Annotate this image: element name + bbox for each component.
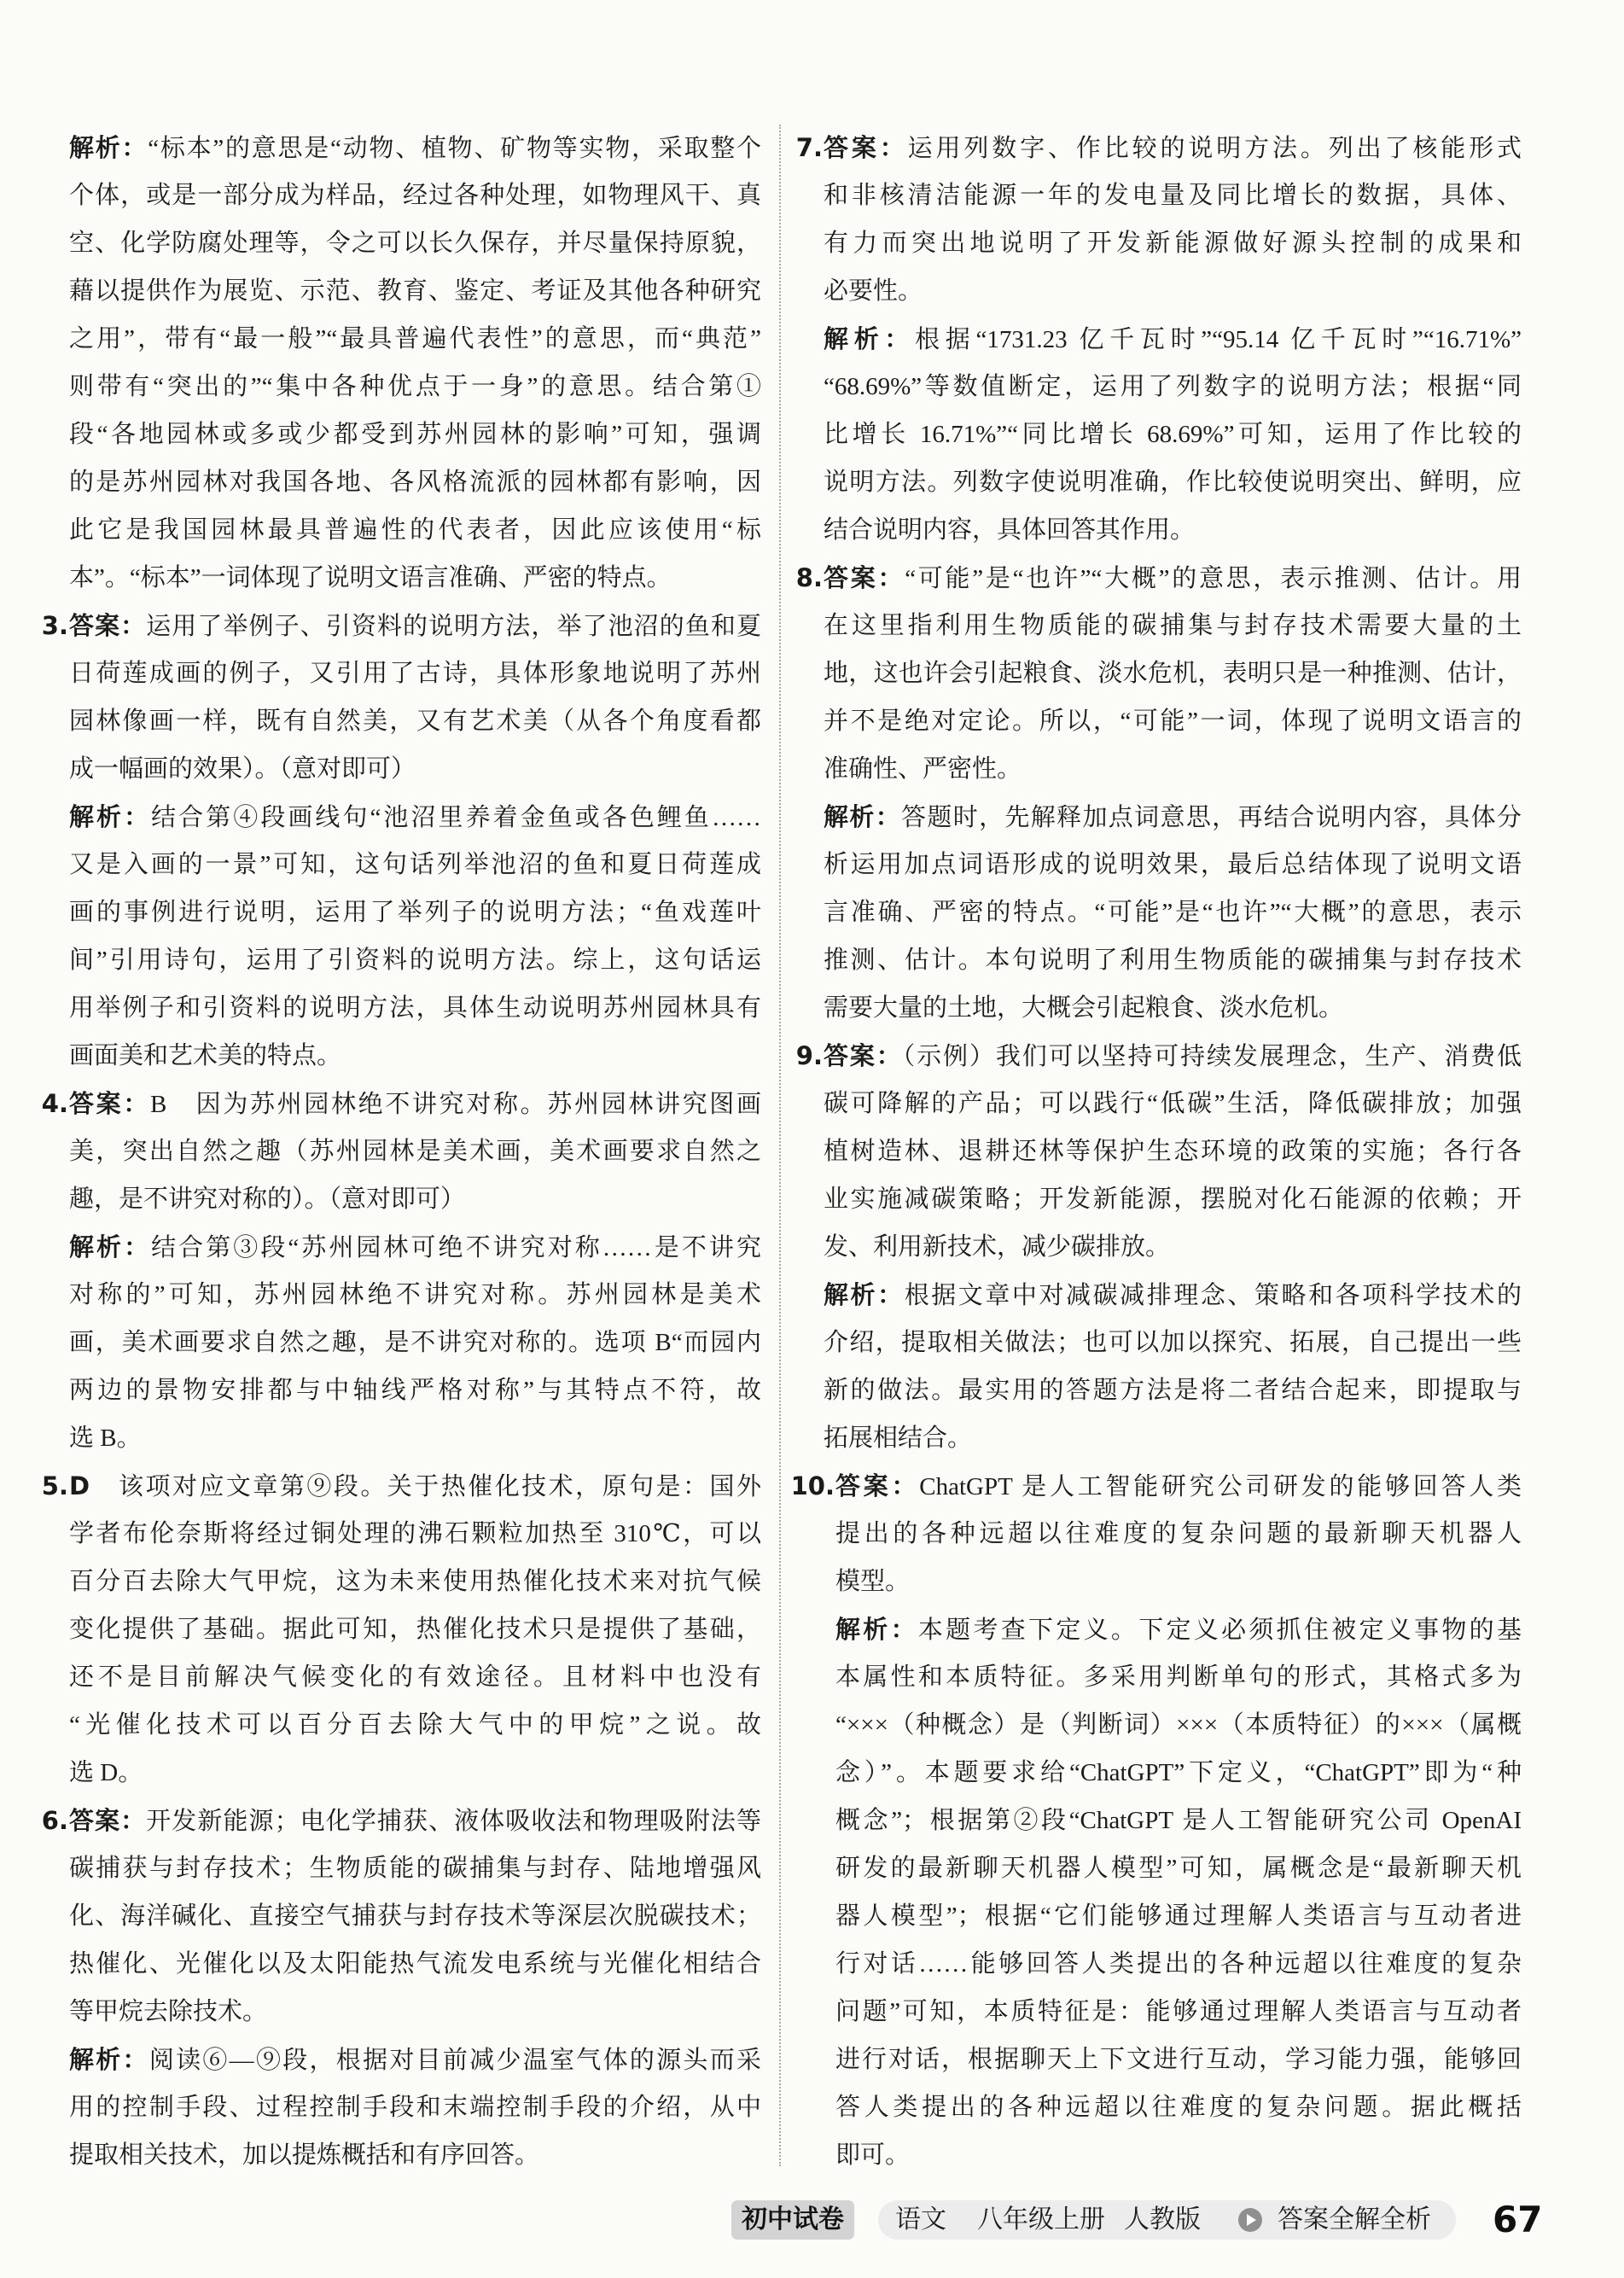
line-text: 结合说明内容，具体回答其作用。 <box>824 516 1196 544</box>
analysis-block <box>835 1605 1522 2179</box>
text-line <box>69 1414 761 1462</box>
line-text: 碳捕获与封存技术；生物质能的碳捕集与封存、陆地增强风 <box>69 1855 761 1882</box>
line-text: 地，这也许会引起粮食、淡水危机，表明只是一种推测、估计， <box>824 660 1522 687</box>
left-column <box>41 124 761 2179</box>
text-line <box>835 1605 1522 1653</box>
analysis-label: 解析： <box>69 2045 149 2074</box>
line-text: 此它是我国园林最具普遍性的代表者，因此应该使用“标 <box>69 516 761 544</box>
text-line <box>824 411 1522 458</box>
line-text: 必要性。 <box>824 277 923 305</box>
text-line <box>824 888 1522 936</box>
line-text: 介绍，提取相关做法；也可以加以探究、拓展，自己提出一些 <box>824 1329 1522 1356</box>
text-line <box>69 1940 761 1988</box>
text-line <box>69 650 761 697</box>
text-line <box>824 1319 1522 1366</box>
answer-item <box>795 554 1522 793</box>
text-line <box>69 219 761 267</box>
item-number: 8. <box>795 563 823 592</box>
line-text: 本题考查下定义。下定义必须抓住被定义事物的基 <box>917 1617 1522 1644</box>
line-text: 的是苏州园林对我国各地、各风格流派的园林都有影响，因 <box>69 469 761 496</box>
text-line <box>835 1701 1522 1749</box>
line-text: 器人模型”；根据“它们能够通过理解人类语言与互动者进 <box>835 1902 1522 1930</box>
text-line <box>824 650 1522 697</box>
line-text: 学者布伦奈斯将经过铜处理的沸石颗粒加热至 310℃，可以 <box>69 1520 761 1547</box>
text-line <box>69 1271 761 1319</box>
line-text: 选 B。 <box>69 1424 142 1452</box>
line-text: 答人类提出的各种远超以往难度的复杂问题。据此概括 <box>835 2094 1522 2121</box>
line-text: 运用列数字、作比较的说明方法。列出了核能形式 <box>907 135 1522 162</box>
line-text: 结合第③段“苏州园林可绝不讲究对称……是不讲究 <box>151 1234 761 1261</box>
text-line <box>69 363 761 411</box>
text-line <box>69 1510 761 1558</box>
text-line <box>69 1127 761 1175</box>
analysis-label: 解析： <box>69 1232 152 1261</box>
line-text: 日荷莲成画的例子，又引用了古诗，具体形象地说明了苏州 <box>69 660 761 687</box>
grade-label: 八年级上册 <box>977 2205 1105 2234</box>
text-line <box>69 554 761 602</box>
play-circle-icon <box>1237 2207 1263 2233</box>
line-text: 言准确、严密的特点。“可能”是“也许”“大概”的意思，表示 <box>824 899 1522 926</box>
line-text: 美，突出自然之趣（苏州园林是美术画，美术画要求自然之 <box>69 1138 761 1165</box>
line-text: 对称的”可知，苏州园林绝不讲究对称。苏州园林是美术 <box>69 1281 761 1308</box>
text-line <box>69 793 761 841</box>
line-text: 业实施减碳策略；开发新能源，摆脱对化石能源的依赖；开 <box>824 1186 1522 1213</box>
line-text: “可能”是“也许”“大概”的意思，表示推测、估计。用 <box>905 565 1522 592</box>
text-line <box>824 602 1522 650</box>
line-text: 并不是绝对定论。所以，“可能”一词，体现了说明文语言的 <box>824 708 1522 735</box>
text-line <box>69 267 761 315</box>
text-line <box>835 1844 1522 1892</box>
line-text: 画面美和艺术美的特点。 <box>69 1042 342 1069</box>
line-text: 和非核清洁能源一年的发电量及同比增长的数据，具体、 <box>824 182 1522 209</box>
line-text: 提取相关技术，加以提炼概括和有序回答。 <box>69 2141 540 2169</box>
text-line <box>69 1366 761 1414</box>
answer-label: 答案： <box>824 133 908 162</box>
line-text: 问题”可知，本质特征是：能够通过理解人类语言与互动者 <box>835 1998 1522 2025</box>
line-text: 间”引用诗句，运用了引资料的说明方法。综上，这句话运 <box>69 947 761 974</box>
item-number: 10. <box>790 1471 835 1500</box>
section-label: 答案全解全析 <box>1278 2205 1431 2234</box>
text-line <box>824 172 1522 219</box>
line-text: 百分百去除大气甲烷，这为未来使用热催化技术来对抗气候 <box>69 1568 761 1595</box>
text-line <box>824 984 1522 1032</box>
line-text: 趣，是不讲究对称的）。（意对即可） <box>69 1186 466 1213</box>
answer-label: 答案： <box>824 1041 903 1070</box>
text-line <box>69 172 761 219</box>
text-line <box>835 1653 1522 1701</box>
item-number: 7. <box>795 133 823 162</box>
text-line <box>835 1749 1522 1797</box>
text-line <box>69 2036 761 2083</box>
text-line <box>69 1701 761 1749</box>
text-line <box>69 936 761 984</box>
answer-label: 答案： <box>824 563 905 592</box>
text-line <box>69 888 761 936</box>
text-line <box>824 1175 1522 1223</box>
line-text: 根据文章中对减碳减排理念、策略和各项科学技术的 <box>904 1282 1522 1309</box>
brand-logo: 初中试卷 <box>731 2200 854 2240</box>
analysis-block <box>69 793 761 1080</box>
text-line <box>69 124 761 172</box>
line-text: 在这里指利用生物质能的碳捕集与封存技术需要大量的土 <box>824 612 1522 639</box>
text-line <box>69 1558 761 1605</box>
line-text: 运用了举例子、引资料的说明方法，举了池沼的鱼和夏 <box>146 613 761 640</box>
text-line <box>824 1080 1522 1127</box>
text-line <box>835 1558 1522 1605</box>
line-text: “光催化技术可以百分百去除大气中的甲烷”之说。故 <box>69 1711 761 1739</box>
text-line <box>835 2036 1522 2083</box>
text-line <box>69 458 761 506</box>
line-text: 新的做法。最实用的答题方法是将二者结合起来，即提取与 <box>824 1377 1522 1404</box>
line-text: 发、利用新技术，减少碳排放。 <box>824 1233 1171 1261</box>
text-line <box>69 315 761 363</box>
analysis-label: 解析： <box>824 802 902 831</box>
line-text: 研发的最新聊天机器人模型”可知，属概念是“最新聊天机 <box>835 1855 1522 1882</box>
text-line <box>69 1175 761 1223</box>
text-line <box>835 1940 1522 1988</box>
text-line <box>69 411 761 458</box>
line-text: 选 D。 <box>69 1759 143 1786</box>
line-text: 等甲烷去除技术。 <box>69 1998 268 2025</box>
analysis-label: 解析： <box>824 1280 905 1309</box>
answer-label: 答案： <box>835 1471 920 1500</box>
line-text: 碳可降解的产品；可以践行“低碳”生活，降低碳排放；加强 <box>824 1090 1522 1117</box>
analysis-label: 解析： <box>69 133 148 162</box>
line-text: 需要大量的土地，大概会引起粮食、淡水危机。 <box>824 994 1344 1022</box>
line-text: 又是入画的一景”可知，这句话列举池沼的鱼和夏日荷莲成 <box>69 851 761 878</box>
line-text: 则带有“突出的”“集中各种优点于一身”的意思。结合第① <box>69 373 761 400</box>
line-text: （示例）我们可以坚持可持续发展理念，生产、消费低 <box>902 1043 1522 1070</box>
column-divider <box>779 125 781 2166</box>
text-line <box>824 267 1522 315</box>
line-text: 即可。 <box>835 2141 911 2169</box>
line-text: 准确性、严密性。 <box>824 755 1022 783</box>
line-text: 推测、估计。本句说明了利用生物质能的碳捕集与封存技术 <box>824 947 1522 974</box>
text-line <box>824 506 1522 554</box>
text-line <box>835 1892 1522 1940</box>
line-text: ChatGPT 是人工智能研究公司研发的能够回答人类 <box>919 1473 1522 1500</box>
line-text: 段“各地园林或多或少都受到苏州园林的影响”可知，强调 <box>69 421 761 448</box>
line-text: 念）”。本题要求给“ChatGPT”下定义，“ChatGPT”即为“种 <box>835 1759 1522 1786</box>
line-text: 有力而突出地说明了开发新能源做好源头控制的成果和 <box>824 230 1522 257</box>
text-line <box>69 1988 761 2036</box>
right-column <box>790 124 1522 2179</box>
line-text: 析运用加点词语形成的说明效果，最后总结体现了说明文语 <box>824 851 1522 878</box>
text-line <box>824 124 1522 172</box>
text-line <box>69 2083 761 2131</box>
text-line <box>835 2131 1522 2179</box>
line-text: 个体，或是一部分成为样品，经过各种处理，如物理风干、真 <box>69 182 761 209</box>
analysis-block <box>69 2036 761 2179</box>
line-text: 还不是目前解决气候变化的有效途径。且材料中也没有 <box>69 1663 761 1691</box>
line-text: 提出的各种远超以往难度的复杂问题的最新聊天机器人 <box>835 1520 1522 1547</box>
line-text: 植树造林、退耕还林等保护生态环境的政策的实施；各行各 <box>824 1138 1522 1165</box>
text-line <box>69 1605 761 1653</box>
answer-item <box>795 124 1522 315</box>
text-line <box>824 315 1522 363</box>
text-line <box>69 2131 761 2179</box>
text-line <box>824 1366 1522 1414</box>
line-text: “×××（种概念）是（判断词）×××（本质特征）的×××（属概 <box>835 1711 1522 1739</box>
text-line <box>69 745 761 793</box>
analysis-label: 解析： <box>824 324 916 353</box>
text-line <box>824 1414 1522 1462</box>
text-line <box>69 602 761 650</box>
analysis-block <box>69 1223 761 1462</box>
line-text: 阅读⑥—⑨段，根据对目前减少温室气体的源头而采 <box>148 2047 761 2074</box>
text-line <box>824 1127 1522 1175</box>
line-text: 变化提供了基础。据此可知，热催化技术只是提供了基础， <box>69 1616 761 1643</box>
answer-item <box>41 602 761 793</box>
text-line <box>824 1223 1522 1271</box>
text-line <box>69 1749 761 1797</box>
text-line <box>69 984 761 1032</box>
text-line <box>835 2083 1522 2131</box>
line-text: 模型。 <box>835 1568 911 1595</box>
text-line <box>824 458 1522 506</box>
answer-item <box>41 1080 761 1223</box>
item-number: 6. <box>41 1806 68 1835</box>
line-text: 画的事例进行说明，运用了举列子的说明方法；“鱼戏莲叶 <box>69 899 761 926</box>
analysis-block <box>69 124 761 602</box>
answer-item <box>795 1032 1522 1271</box>
analysis-block <box>824 315 1522 554</box>
text-line <box>69 697 761 745</box>
line-text: 比增长 16.71%”“同比增长 68.69%”可知，运用了作比较的 <box>824 421 1522 448</box>
answer-label: D <box>69 1471 90 1500</box>
edition-label: 人教版 <box>1124 2205 1201 2234</box>
analysis-label: 解析： <box>69 802 152 831</box>
item-number: 4. <box>41 1089 68 1118</box>
line-text: 热催化、光催化以及太阳能热气流发电系统与光催化相结合 <box>69 1950 761 1978</box>
line-text: 拓展相结合。 <box>824 1424 973 1452</box>
text-line <box>835 1797 1522 1844</box>
page-number: 67 <box>1493 2199 1543 2240</box>
text-line <box>69 1892 761 1940</box>
text-line <box>69 1844 761 1892</box>
text-line <box>69 1032 761 1080</box>
answer-item <box>41 1797 761 2036</box>
line-text: 进行对话，根据聊天上下文进行互动，学习能力强，能够回 <box>835 2046 1522 2073</box>
line-text: 本”。“标本”一词体现了说明文语言准确、严密的特点。 <box>69 564 672 591</box>
text-line <box>824 793 1522 841</box>
text-line <box>824 1271 1522 1319</box>
text-line <box>69 1223 761 1271</box>
text-line <box>69 1080 761 1127</box>
answer-item <box>790 1462 1522 1605</box>
line-text: 根据“1731.23 亿千瓦时”“95.14 亿千瓦时”“16.71%” <box>915 326 1522 353</box>
subject-label: 语文 <box>895 2205 946 2234</box>
line-text: 行对话……能够回答人类提出的各种远超以往难度的复杂 <box>835 1950 1522 1978</box>
answer-label: 答案： <box>69 611 147 640</box>
answer-item <box>41 1462 761 1797</box>
line-text: 用举例子和引资料的说明方法，具体生动说明苏州园林具有 <box>69 994 761 1022</box>
text-line <box>824 745 1522 793</box>
line-text: 该项对应文章第⑨段。关于热催化技术，原句是：国外 <box>90 1473 761 1500</box>
answer-label: 答案： <box>69 1806 147 1835</box>
item-number: 5. <box>41 1471 68 1500</box>
analysis-block <box>824 793 1522 1032</box>
line-text: “68.69%”等数值断定，运用了列数字的说明方法；根据“同 <box>824 373 1522 400</box>
text-line <box>824 697 1522 745</box>
text-line <box>69 1797 761 1844</box>
line-text: 说明方法。列数字使说明准确，作比较使说明突出、鲜明，应 <box>824 469 1522 496</box>
text-line <box>824 1032 1522 1080</box>
analysis-label: 解析： <box>835 1615 918 1644</box>
item-number: 3. <box>41 611 68 640</box>
text-line <box>69 506 761 554</box>
answer-label: 答案： <box>69 1089 150 1118</box>
line-text: 成一幅画的效果）。（意对即可） <box>69 755 416 783</box>
footer-band <box>878 2200 1456 2240</box>
line-text: 开发新能源；电化学捕获、液体吸收法和物理吸附法等 <box>146 1808 761 1835</box>
line-text: B 因为苏州园林绝不讲究对称。苏州园林讲究图画 <box>150 1091 761 1118</box>
text-line <box>824 219 1522 267</box>
line-text: 之用”，带有“最一般”“最具普遍代表性”的意思，而“典范” <box>69 325 761 352</box>
text-line <box>69 1319 761 1366</box>
line-text: 结合第④段画线句“池沼里养着金鱼或各色鲤鱼…… <box>151 804 761 831</box>
text-line <box>69 841 761 888</box>
line-text: 概念”；根据第②段“ChatGPT 是人工智能研究公司 OpenAI <box>835 1807 1522 1834</box>
text-line <box>69 1462 761 1510</box>
text-line <box>835 1510 1522 1558</box>
line-text: “标本”的意思是“动物、植物、矿物等实物，采取整个 <box>148 135 761 162</box>
line-text: 答题时，先解释加点词意思，再结合说明内容，具体分 <box>901 804 1522 831</box>
text-line <box>824 936 1522 984</box>
text-line <box>69 1653 761 1701</box>
text-line <box>824 554 1522 602</box>
text-line <box>824 363 1522 411</box>
line-text: 园林像画一样，既有自然美，又有艺术美（从各个角度看都 <box>69 708 761 735</box>
analysis-block <box>824 1271 1522 1462</box>
text-line <box>824 841 1522 888</box>
line-text: 空、化学防腐处理等，令之可以长久保存，并尽量保持原貌， <box>69 230 761 257</box>
line-text: 两边的景物安排都与中轴线严格对称”与其特点不符，故 <box>69 1377 761 1404</box>
line-text: 用的控制手段、过程控制手段和末端控制手段的介绍，从中 <box>69 2094 761 2121</box>
line-text: 画，美术画要求自然之趣，是不讲究对称的。选项 B“而园内 <box>69 1329 761 1356</box>
line-text: 藉以提供作为展览、示范、教育、鉴定、考证及其他各种研究 <box>69 277 761 305</box>
text-line <box>835 1988 1522 2036</box>
line-text: 本属性和本质特征。多采用判断单句的形式，其格式多为 <box>835 1663 1522 1691</box>
text-line <box>835 1462 1522 1510</box>
item-number: 9. <box>795 1041 823 1070</box>
line-text: 化、海洋碱化、直接空气捕获与封存技术等深层次脱碳技术； <box>69 1902 761 1930</box>
